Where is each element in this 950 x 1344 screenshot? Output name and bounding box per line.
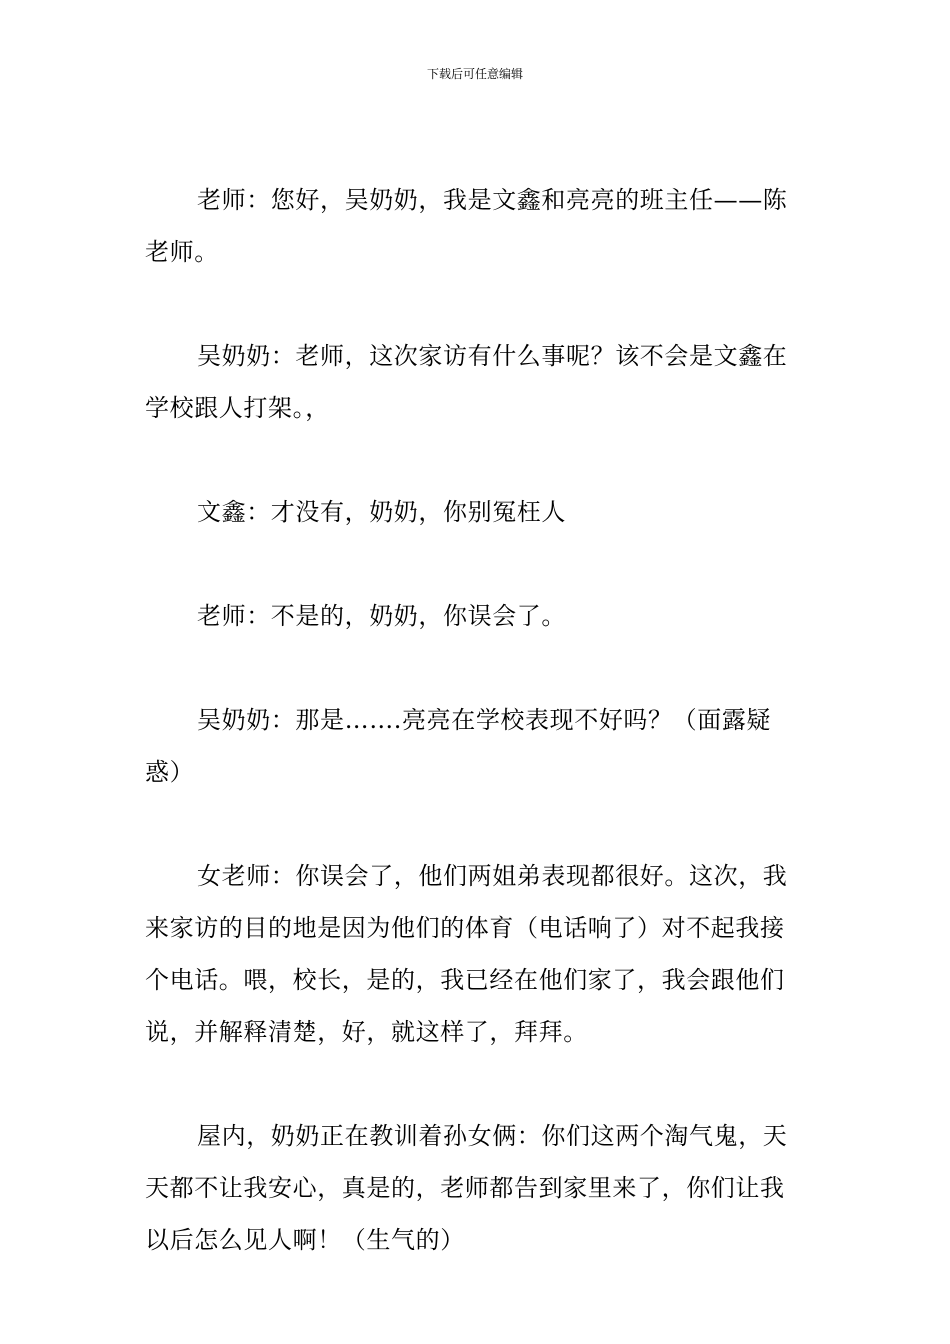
- paragraph-grandma-scolding: 屋内，奶奶正在教训着孙女俩：你们这两个淘气鬼，天天都不让我安心，真是的，老师都告到家里来了，你们让我以后怎么见人啊！（生气的）: [145, 1122, 788, 1254]
- paragraph-teacher-denial: 老师：不是的，奶奶，你误会了。: [197, 602, 566, 630]
- page-header: 下载后可任意编辑: [426, 67, 523, 81]
- paragraph-female-teacher-call: 女老师：你误会了，他们两姐弟表现都很好。这次，我来家访的目的地是因为他们的体育（电话响了）对不起我接个电话。喂，校长，是的，我已经在他们家了，我会跟他们说，并解释清楚，好，就这样了，拜拜。: [145, 862, 788, 1046]
- paragraph-grandma-question: 吴奶奶：老师，这次家访有什么事呢？该不会是文鑫在学校跟人打架。，: [145, 342, 788, 422]
- paragraph-wenxin-reply: 文鑫：才没有，奶奶，你别冤枉人: [197, 498, 566, 526]
- paragraph-grandma-doubt: 吴奶奶：那是…….亮亮在学校表现不好吗？（面露疑惑）: [145, 706, 772, 786]
- document-body: [145, 174, 807, 1318]
- paragraph-teacher-greeting: 老师：您好，吴奶奶，我是文鑫和亮亮的班主任——陈老师。: [145, 186, 788, 266]
